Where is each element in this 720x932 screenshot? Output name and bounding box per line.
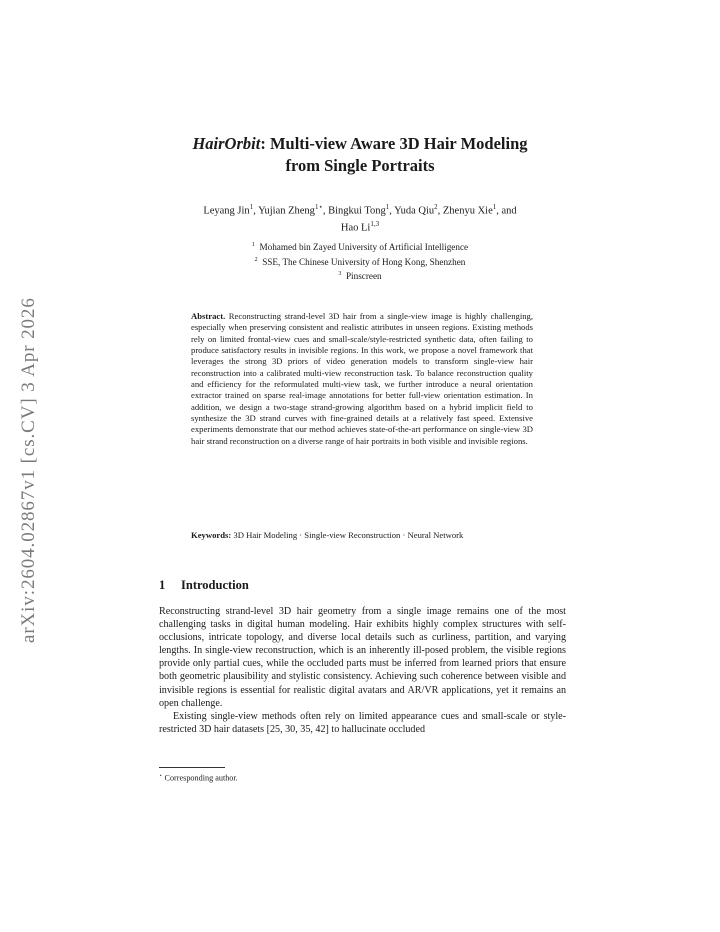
title-line2: from Single Portraits [285, 156, 435, 175]
footnote-mark: ⋆ [159, 773, 163, 779]
body-paragraph: Reconstructing strand-level 3D hair geometry from a single image remains one of the most challenging tasks in digital human modeling. Hair exhibits highly complex structures with self-occlusions, intricate topology, and diverse local details such as curliness, partition, and varying lengths. In single-view reconstruction, which is an inherently ill-posed problem, the visible regions provide only partial cues, while the occluded parts must be inferred from learned priors that ensure both geometric plausibility and stylistic consistency. Achieving such coherence between visible and invisible regions is essential for realistic digital avatars and AR/VR applications, yet it remains an open challenge. [159, 606, 566, 709]
abstract-text: Reconstructing strand-level 3D hair from a single-view image is highly challenging, especially when preserving consistent and realistic attributes in unseen regions. Existing methods rely on limited frontal-view cues and small-scale/style-restricted synthetic data, often failing to produce satisfactory results in invisible regions. In this work, we propose a novel framework that leverages the strong 3D priors of video generation models to transform single-view hair reconstruction into a calibrated multi-view reconstruction task. To balance reconstruction quality and efficiency for the reformulated multi-view task, we further introduce a neural orientation extractor trained on sparse real-image annotations for better full-view orientation estimation. In addition, we design a two-stage strand-growing algorithm based on a hybrid implicit field to synthesize the 3D strand curves with fine-grained details at a relatively fast speed. Extensive experiments demonstrate that our method achieves state-of-the-art performance on single-view 3D hair strand reconstruction on a diverse range of hair portraits in both visible and invisible regions. [191, 311, 533, 446]
affiliation-item: $^3$ Pinscreen [338, 271, 382, 282]
author-name: Hao Li [340, 222, 371, 233]
footnote-divider [159, 767, 225, 768]
abstract-heading: Abstract. [191, 311, 226, 321]
title-line1-rest: : Multi-view Aware 3D Hair Modeling [260, 134, 528, 153]
author-affiliation-mark: 1 [492, 203, 497, 211]
footnote-text: Corresponding author. [164, 773, 238, 783]
author-list: Leyang Jin$^1$, Yujian Zheng$^{1⋆}$, Bingkui Tong$^1$, Yuda Qiu$^2$, Zhenyu Xie$^1$, and Hao Li$^{1,3}$ [203, 203, 517, 233]
abstract [191, 311, 533, 447]
author-name: Leyang Jin [203, 205, 250, 217]
author-affiliation-mark: 1 [385, 203, 390, 211]
footnote [159, 771, 238, 784]
author-name: Yujian Zheng [258, 205, 315, 217]
author-affiliation-mark: 1 [249, 203, 254, 211]
author-affiliation-mark: 1,3 [370, 219, 380, 228]
section-heading [159, 578, 249, 593]
section-title: Introduction [181, 578, 249, 592]
keywords-text: 3D Hair Modeling · Single-view Reconstruction · Neural Network [233, 530, 464, 540]
section-number: 1 [159, 578, 166, 592]
author-name: Bingkui Tong [328, 205, 386, 217]
author-name: Yuda Qiu [394, 205, 435, 217]
body-text [159, 605, 566, 736]
paper-title [130, 133, 590, 177]
body-paragraph: Existing single-view methods often rely on limited appearance cues and small-scale or style-restricted 3D hair datasets [25, 30, 35, 42] to hallucinate occluded [159, 710, 566, 735]
arxiv-identifier-stamp [12, 265, 42, 645]
author-name: Zhenyu Xie [442, 205, 493, 217]
author-affiliation-mark: 1⋆ [314, 203, 323, 211]
arxiv-stamp-text: arXiv:2604.02867v1 [cs.CV] 3 Apr 2026 [18, 297, 39, 643]
author-affiliation-mark: 2 [434, 203, 438, 211]
affiliation-item: $^1$ Mohamed bin Zayed University of Artificial Intelligence [251, 242, 469, 253]
title-method-name: HairOrbit [192, 134, 261, 153]
affiliation-list [160, 239, 560, 283]
affiliation-item: $^2$ SSE, The Chinese University of Hong Kong, Shenzhen [254, 256, 466, 267]
keywords [191, 530, 533, 541]
keywords-heading: Keywords: [191, 530, 232, 540]
